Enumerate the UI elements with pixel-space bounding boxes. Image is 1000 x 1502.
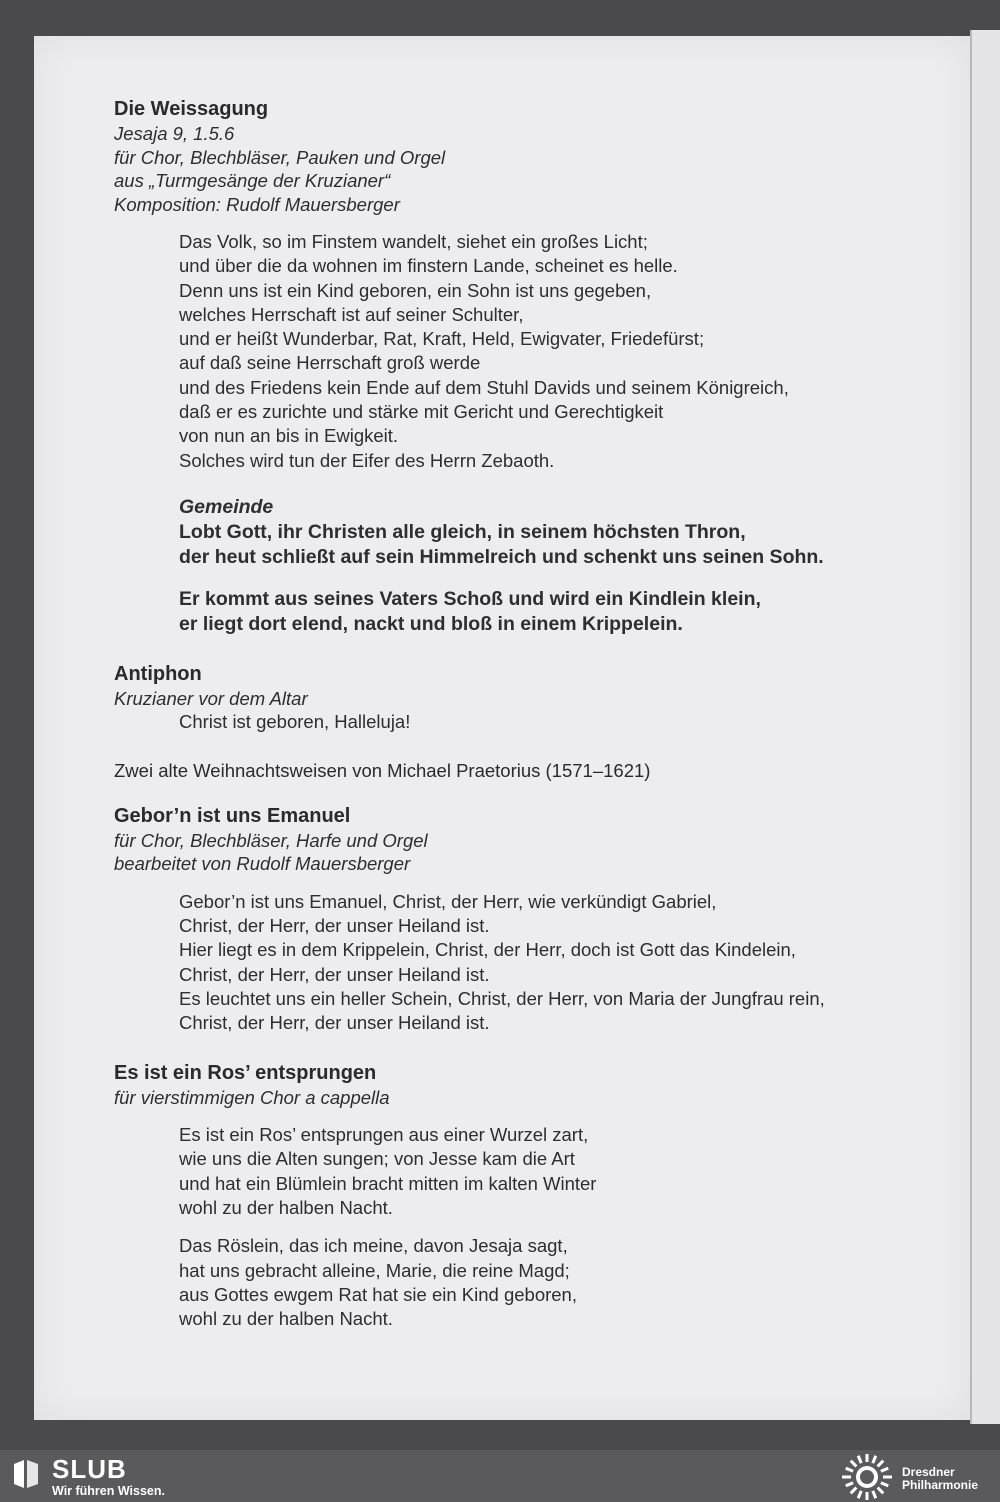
philharmonie-wordmark bbox=[902, 1466, 978, 1492]
verse-line: auf daß seine Herrschaft groß werde bbox=[179, 352, 481, 374]
verse-ros-1 bbox=[179, 1123, 934, 1220]
page-content bbox=[114, 96, 934, 1331]
section-title-ros: Es ist ein Ros’ entsprungen bbox=[114, 1061, 377, 1084]
gemeinde-line: Er kommt aus seines Vaters Schoß und wird ein Kindlein klein, bbox=[179, 587, 761, 610]
verse-line: wohl zu der halben Nacht. bbox=[179, 1308, 393, 1330]
meta-line: Jesaja 9, 1.5.6 bbox=[114, 123, 235, 144]
verse-line: Christ, der Herr, der unser Heiland ist. bbox=[179, 963, 490, 985]
praetorius-note: Zwei alte Weihnachtsweisen von Michael Praetorius (1571–1621) bbox=[114, 759, 651, 781]
verse-antiphon bbox=[179, 710, 934, 734]
verse-line: und über die da wohnen im finstern Lande, scheinet es helle. bbox=[179, 255, 678, 277]
verse-line: wohl zu der halben Nacht. bbox=[179, 1196, 393, 1218]
section-title-antiphon: Antiphon bbox=[114, 662, 202, 685]
verse-line: Solches wird tun der Eifer des Herrn Zebaoth. bbox=[179, 449, 555, 471]
verse-line: Das Röslein, das ich meine, davon Jesaja sagt, bbox=[179, 1235, 568, 1257]
verse-weissagung bbox=[179, 230, 934, 473]
meta-line: für Chor, Blechbläser, Pauken und Orgel bbox=[114, 146, 446, 168]
next-page-edge bbox=[970, 30, 1000, 1424]
verse-line: Denn uns ist ein Kind geboren, ein Sohn ist uns gegeben, bbox=[179, 279, 652, 301]
section-title-weissagung: Die Weissagung bbox=[114, 98, 269, 120]
gemeinde-line: der heut schließt auf sein Himmelreich und schenkt uns seinen Sohn. bbox=[179, 545, 824, 568]
meta-line: für vierstimmigen Chor a cappella bbox=[114, 1086, 390, 1108]
meta-line: für Chor, Blechbläser, Harfe und Orgel bbox=[114, 829, 428, 851]
meta-line: bearbeitet von Rudolf Mauersberger bbox=[114, 853, 411, 875]
meta-line: aus „Turmgesänge der Kruzianer“ bbox=[114, 170, 391, 191]
footer-bar bbox=[0, 1450, 1000, 1502]
verse-line: Gebor’n ist uns Emanuel, Christ, der Herr, wie verkündigt Gabriel, bbox=[179, 890, 717, 912]
verse-line: Hier liegt es in dem Krippelein, Christ, der Herr, doch ist Gott das Kindelein, bbox=[179, 939, 796, 961]
slub-name: SLUB bbox=[52, 1454, 127, 1484]
verse-line: und des Friedens kein Ende auf dem Stuhl Davids und seinem Königreich, bbox=[179, 376, 789, 398]
gemeinde-line: er liegt dort elend, nackt und bloß in einem Krippelein. bbox=[179, 612, 683, 635]
verse-line: Das Volk, so im Finstem wandelt, siehet ein großes Licht; bbox=[179, 231, 648, 252]
slub-tagline: Wir führen Wissen. bbox=[52, 1484, 165, 1498]
gemeinde-line: Lobt Gott, ihr Christen alle gleich, in seinem höchsten Thron, bbox=[179, 520, 746, 543]
verse-line: hat uns gebracht alleine, Marie, die reine Magd; bbox=[179, 1259, 570, 1281]
verse-line: Christ, der Herr, der unser Heiland ist. bbox=[179, 1012, 490, 1034]
meta-line: Komposition: Rudolf Mauersberger bbox=[114, 193, 400, 215]
verse-line: Christ ist geboren, Halleluja! bbox=[179, 711, 411, 733]
gemeinde-block bbox=[179, 495, 934, 637]
program-page bbox=[34, 36, 970, 1420]
verse-line: wie uns die Alten sungen; von Jesse kam die Art bbox=[179, 1148, 575, 1170]
verse-line: von nun an bis in Ewigkeit. bbox=[179, 425, 399, 447]
section-title-emanuel: Gebor’n ist uns Emanuel bbox=[114, 804, 351, 827]
verse-line: Christ, der Herr, der unser Heiland ist. bbox=[179, 915, 490, 937]
partner-line: Dresdner bbox=[902, 1465, 955, 1479]
verse-line: und hat ein Blümlein bracht mitten im kalten Winter bbox=[179, 1172, 597, 1194]
verse-line: Es leuchtet uns ein heller Schein, Christ, der Herr, von Maria der Jungfrau rein, bbox=[179, 987, 825, 1009]
partner-line: Philharmonie bbox=[902, 1478, 979, 1492]
verse-emanuel bbox=[179, 890, 934, 1036]
verse-line: daß er es zurichte und stärke mit Gericht und Gerechtigkeit bbox=[179, 401, 664, 423]
slub-logo-icon bbox=[12, 1458, 40, 1490]
philharmonie-sun-icon bbox=[842, 1454, 892, 1500]
verse-line: welches Herrschaft ist auf seiner Schulter, bbox=[179, 303, 524, 325]
meta-line: Kruzianer vor dem Altar bbox=[114, 687, 308, 709]
verse-ros-2 bbox=[179, 1234, 934, 1331]
verse-line: aus Gottes ewgem Rat hat sie ein Kind geboren, bbox=[179, 1283, 577, 1305]
gemeinde-title: Gemeinde bbox=[179, 495, 274, 518]
verse-line: und er heißt Wunderbar, Rat, Kraft, Held, Ewigvater, Friedefürst; bbox=[179, 328, 705, 350]
verse-line: Es ist ein Ros’ entsprungen aus einer Wurzel zart, bbox=[179, 1124, 589, 1146]
